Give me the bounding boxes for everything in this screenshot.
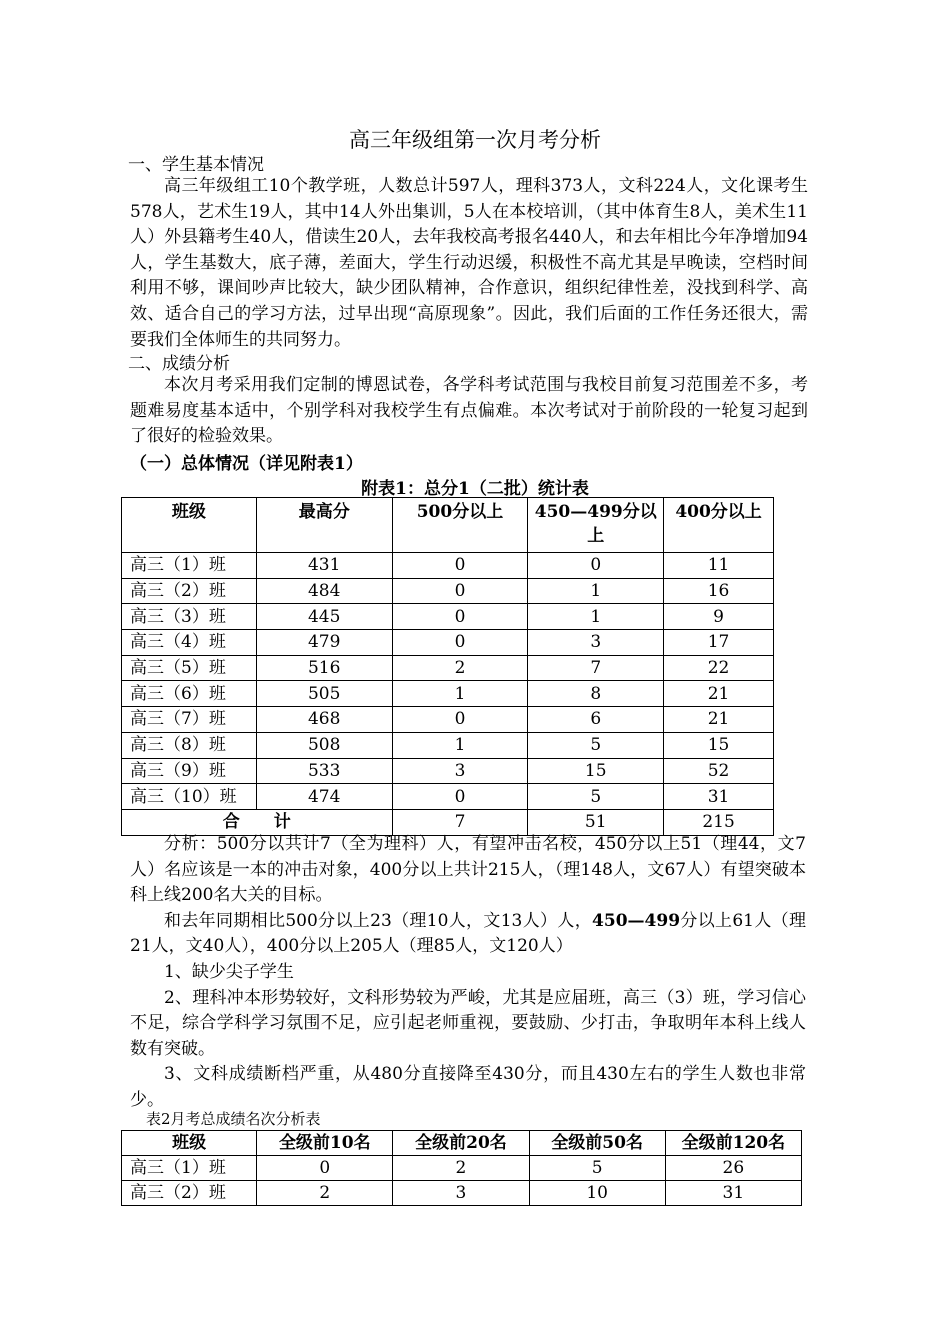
table1-value-cell: 0 [392,784,528,810]
table1-value-cell: 431 [256,553,392,579]
section2-heading: 二、成绩分析 [128,354,230,374]
table1-value-cell: 15 [528,758,664,784]
table2-value-cell: 2 [257,1181,393,1206]
table1-value-cell: 0 [392,707,528,733]
table1-class-cell: 高三（7）班 [122,707,257,733]
table1-value-cell: 21 [664,681,774,707]
section1-heading: 一、学生基本情况 [128,155,264,175]
table2-value-cell: 26 [665,1156,801,1181]
analysis-p2a: 和去年同期相比500分以上23（理10人，文13人）人， [164,910,593,931]
table2-header-row [122,1131,802,1156]
analysis-p2 [130,909,806,960]
table2-class-cell: 高三（2）班 [122,1181,257,1206]
table1-score-statistics [121,497,774,836]
table1-value-cell: 0 [392,553,528,579]
table2-header: 全级前10名 [257,1131,393,1156]
table2-class-cell: 高三（1）班 [122,1156,257,1181]
table2-value-cell: 3 [393,1181,529,1206]
table1-value-cell: 0 [528,553,664,579]
table1-value-cell: 0 [392,578,528,604]
table1-value-cell: 445 [256,604,392,630]
table1-value-cell: 2 [392,655,528,681]
table1-value-cell: 6 [528,707,664,733]
table1-row [122,630,774,656]
table2-row [122,1181,802,1206]
table1-header-row [122,498,774,553]
table1-row [122,758,774,784]
table2-header: 全级前120名 [665,1131,801,1156]
table1-header: 450—499分以上 [528,498,664,553]
table1-value-cell: 7 [528,655,664,681]
table2-value-cell: 10 [529,1181,665,1206]
table2-value-cell: 0 [257,1156,393,1181]
table2-header: 全级前20名 [393,1131,529,1156]
analysis-p4: 2、理科冲本形势较好，文科形势较为严峻，尤其是应届班，高三（3）班，学习信心不足，综合学科学习氛围不足，应引起老师重视，要鼓励、少打击，争取明年本科上线人数有突破。 [130,987,806,1059]
table1-header: 400分以上 [664,498,774,553]
analysis-p2b: 450—499 [592,910,681,931]
table1-row [122,578,774,604]
table1-row [122,681,774,707]
table1-row [122,604,774,630]
table1-value-cell: 8 [528,681,664,707]
table1-total-label: 合 计 [122,809,393,835]
table1-class-cell: 高三（5）班 [122,655,257,681]
table1-value-cell: 31 [664,784,774,810]
table1-value-cell: 5 [528,784,664,810]
table1-caption: 附表1：总分1（二批）统计表 [361,479,589,499]
table2-value-cell: 2 [393,1156,529,1181]
analysis-p3: 1、缺少尖子学生 [164,961,294,982]
overall-subheading: （一）总体情况（详见附表1） [130,454,363,474]
analysis-p2c: 分以上61人（理21人，文40人），400分以上205人（理85人，文120人） [130,910,807,957]
table2-ranking-analysis [121,1130,802,1206]
document-title: 高三年级组第一次月考分析 [349,128,601,152]
table2-value-cell: 5 [529,1156,665,1181]
table1-class-cell: 高三（4）班 [122,630,257,656]
table1-value-cell: 22 [664,655,774,681]
table1-header: 班级 [122,498,257,553]
table2-row [122,1156,802,1181]
section1-paragraph [130,174,808,353]
table1-value-cell: 0 [392,630,528,656]
table1-value-cell: 3 [528,630,664,656]
section1-text: 高三年级组工10个教学班，人数总计597人，理科373人，文科224人，文化课考生578人，艺术生19人，其中14人外出集训，5人在本校培训，（其中体育生8人，美术生11人）外县籍考生40人，借读生20人，去年我校高考报名440人，和去年相比今年净增加94人，学生基数大，底子薄，差面大，学生行动迟缓，积极性不高尤其是早晚读，空档时间利用不够，课间吵声比较大，缺少团队精神，合作意识，组织纪律性差，没找到科学、高效、适合自己的学习方法，过早出现“高原现象”。因此，我们后面的工作任务还很大，需要我们全体师生的共同努力。 [130,176,808,350]
table1-total-cell: 215 [664,809,774,835]
table1-class-cell: 高三（6）班 [122,681,257,707]
table1-class-cell: 高三（3）班 [122,604,257,630]
table1-class-cell: 高三（10）班 [122,784,257,810]
table1-value-cell: 1 [528,578,664,604]
table1-value-cell: 3 [392,758,528,784]
table1-row [122,784,774,810]
table1-class-cell: 高三（9）班 [122,758,257,784]
table1-value-cell: 505 [256,681,392,707]
table2-value-cell: 31 [665,1181,801,1206]
section2-paragraph [130,373,808,450]
analysis-p5: 3、文科成绩断档严重，从480分直接降至430分，而且430左右的学生人数也非常少。 [130,1064,806,1110]
table1-row [122,553,774,579]
table1-class-cell: 高三（1）班 [122,553,257,579]
table1-value-cell: 15 [664,732,774,758]
section2-text: 本次月考采用我们定制的博恩试卷，各学科考试范围与我校目前复习范围差不多，考题难易度基本适中，个别学科对我校学生有点偏难。本次考试对于前阶段的一轮复习起到了很好的检验效果。 [130,375,808,447]
table1-header: 最高分 [256,498,392,553]
table1-row [122,732,774,758]
table1-value-cell: 5 [528,732,664,758]
table1-value-cell: 533 [256,758,392,784]
table1-value-cell: 52 [664,758,774,784]
table1-value-cell: 16 [664,578,774,604]
table1-class-cell: 高三（8）班 [122,732,257,758]
table1-class-cell: 高三（2）班 [122,578,257,604]
table2-caption: 表2月考总成绩名次分析表 [146,1110,321,1128]
analysis-block [130,832,806,1114]
table1-value-cell: 474 [256,784,392,810]
table1-total-cell: 7 [392,809,528,835]
table1-value-cell: 484 [256,578,392,604]
table1-row [122,707,774,733]
table1-value-cell: 479 [256,630,392,656]
analysis-p1: 分析：500分以共计7（全为理科）人，有望冲击名校，450分以上51（理44，文7人）名应该是一本的冲击对象，400分以上共计215人，（理148人，文67人）有望突破本科上线200名大关的目标。 [130,834,806,906]
table1-value-cell: 11 [664,553,774,579]
table1-value-cell: 17 [664,630,774,656]
table1-value-cell: 1 [392,732,528,758]
table1-value-cell: 0 [392,604,528,630]
table1-value-cell: 516 [256,655,392,681]
table2-header: 班级 [122,1131,257,1156]
table1-row [122,655,774,681]
table1-value-cell: 21 [664,707,774,733]
table1-total-cell: 51 [528,809,664,835]
table1-value-cell: 1 [392,681,528,707]
table2-header: 全级前50名 [529,1131,665,1156]
table1-header: 500分以上 [392,498,528,553]
table1-value-cell: 468 [256,707,392,733]
table1-value-cell: 508 [256,732,392,758]
table1-value-cell: 1 [528,604,664,630]
table1-value-cell: 9 [664,604,774,630]
